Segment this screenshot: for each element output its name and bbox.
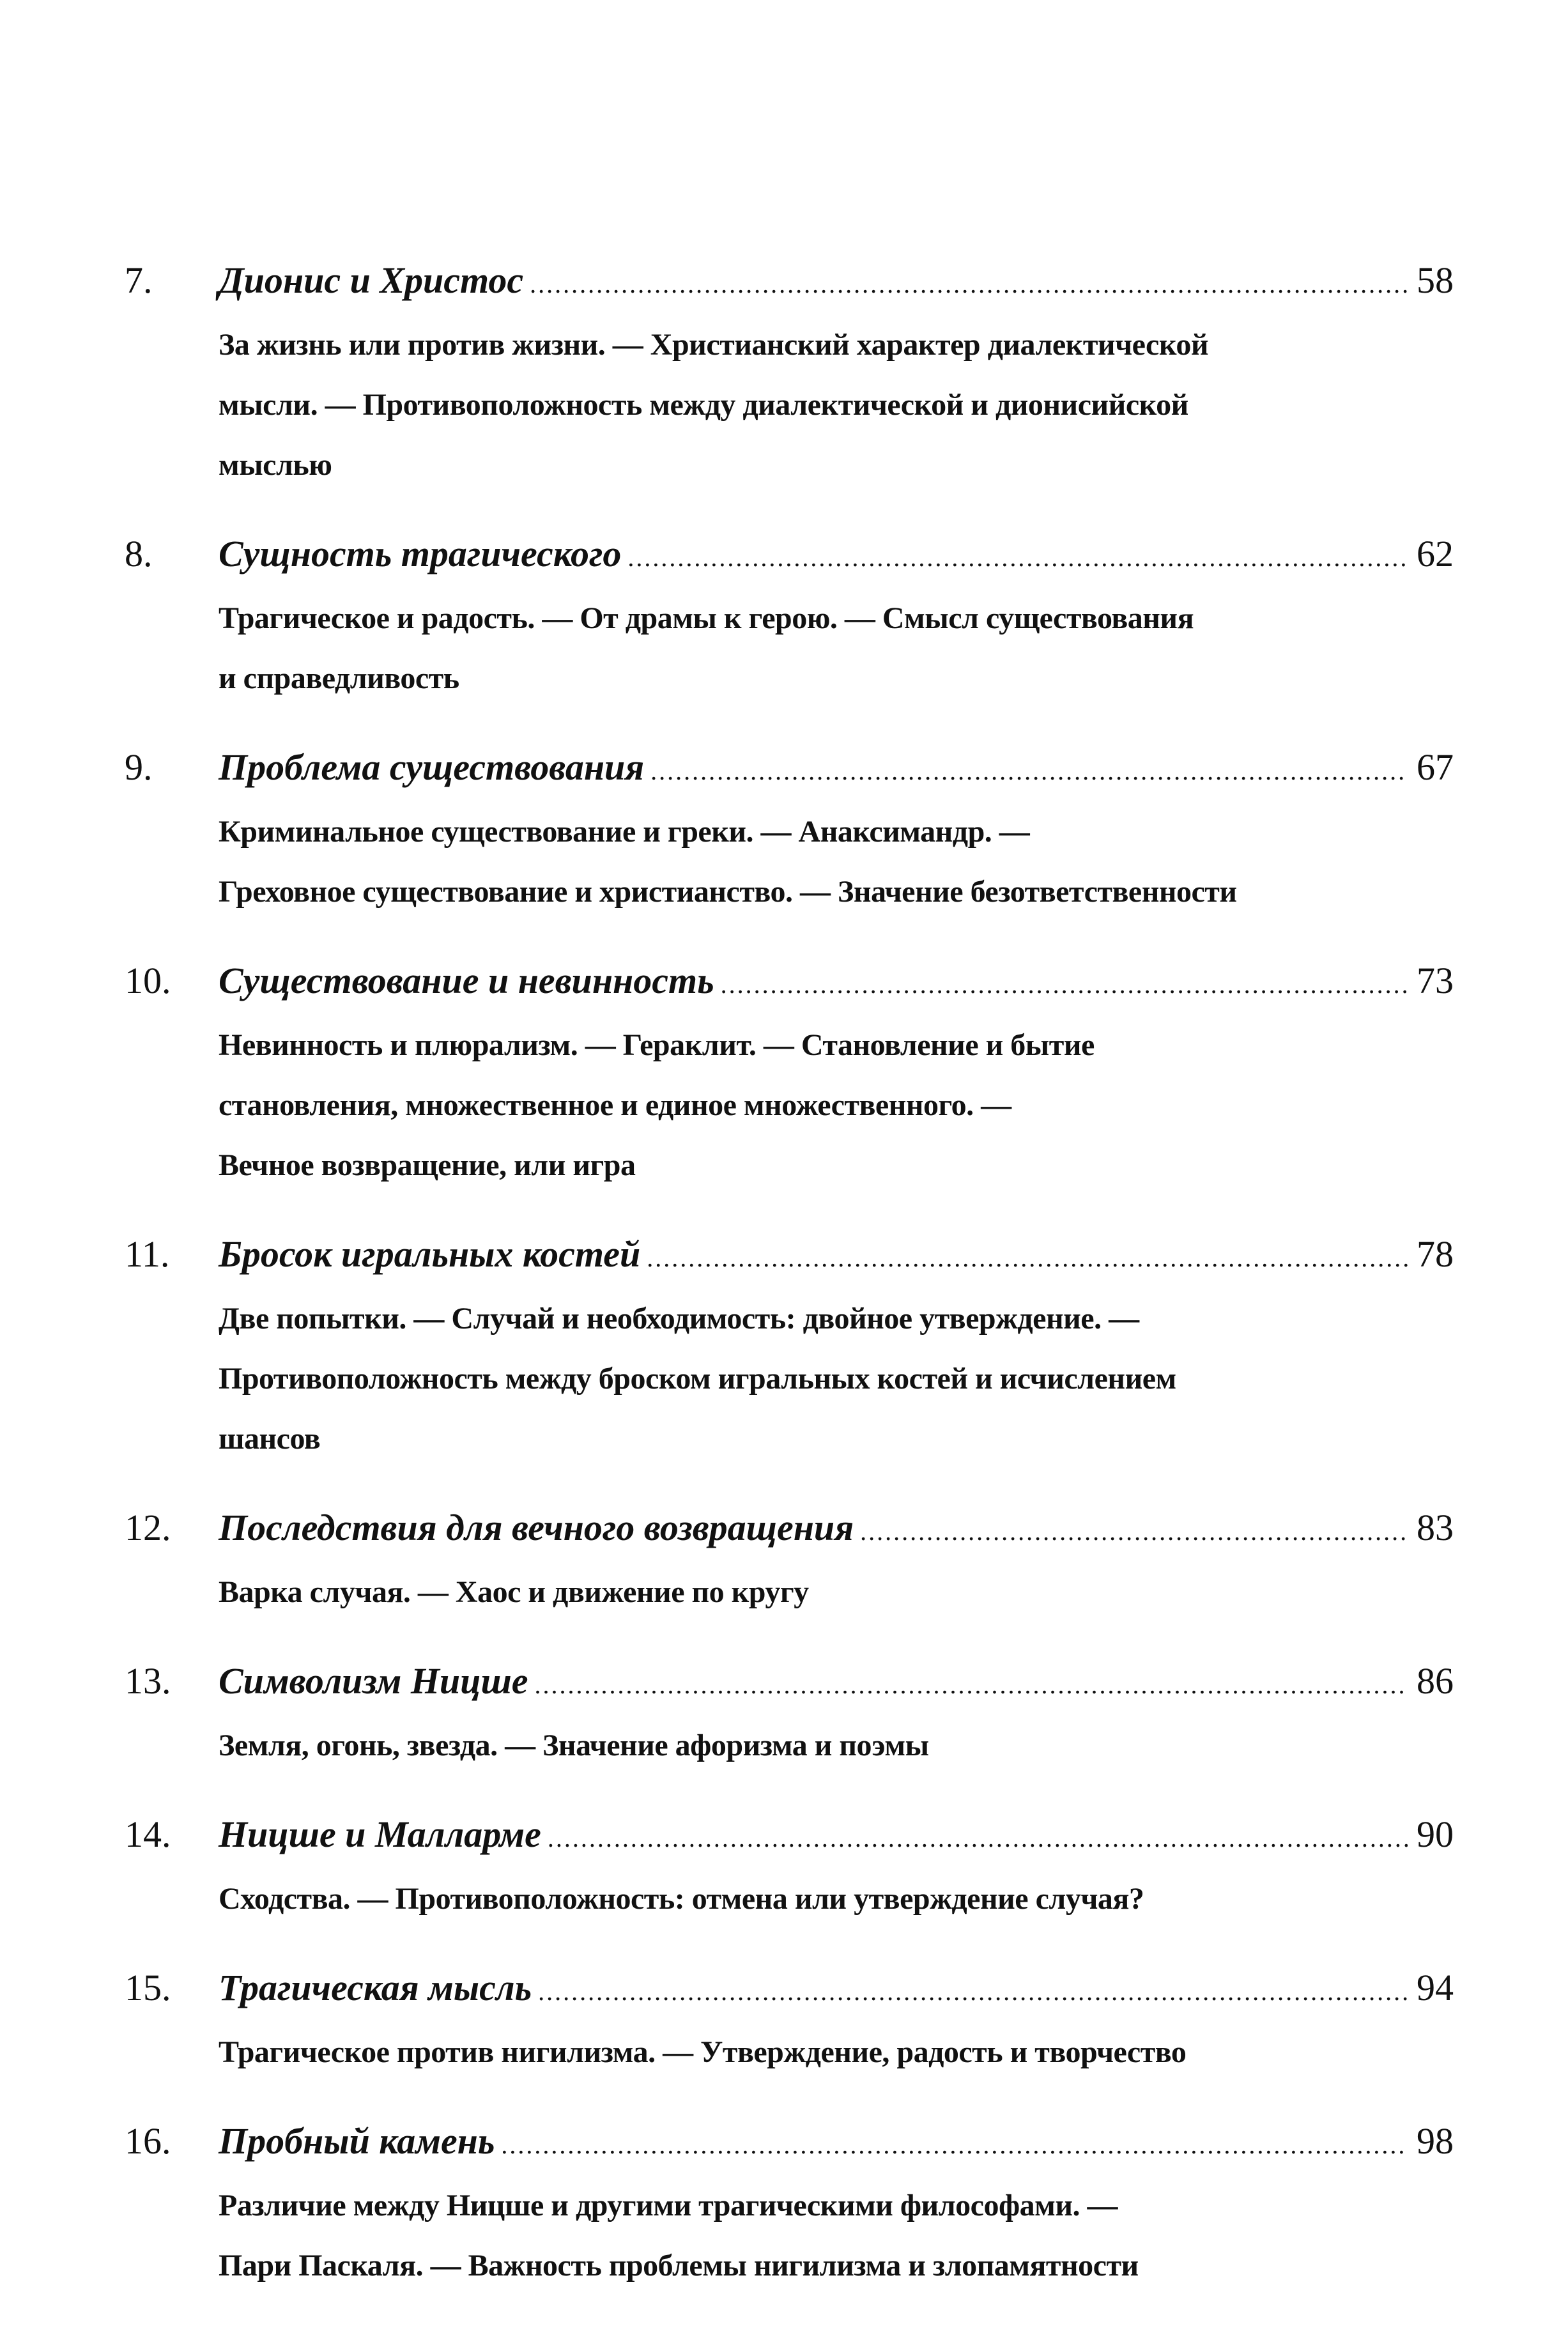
table-of-contents — [125, 259, 1454, 2333]
chapter-title: Ницше и Малларме — [219, 1813, 541, 1855]
chapter-number: 9. — [125, 746, 153, 788]
chapter-summary — [219, 802, 1454, 922]
summary-line: Сходства. — Противоположность: отмена или утверждение случая? — [219, 1882, 1144, 1916]
toc-entry — [125, 746, 1454, 922]
dot-leader — [548, 1826, 1408, 1851]
toc-entry — [125, 1813, 1454, 1929]
dot-leader — [627, 545, 1408, 571]
summary-line: Земля, огонь, звезда. — Значение афоризма и поэмы — [219, 1729, 929, 1762]
summary-line: Невинность и плюрализм. — Гераклит. — Становление и бытие — [219, 1028, 1095, 1062]
dot-leader — [535, 1672, 1408, 1698]
summary-line: мысли. — Противоположность между диалектической и дионисийской — [219, 388, 1188, 422]
page-number: 58 — [1417, 259, 1454, 301]
chapter-title: Сущность трагического — [219, 533, 622, 574]
chapter-number: 7. — [125, 259, 153, 301]
summary-line: Трагическое против нигилизма. — Утверждение, радость и творчество — [219, 2035, 1187, 2069]
chapter-summary — [219, 2176, 1454, 2296]
chapter-title: Последствия для вечного возвращения — [219, 1507, 854, 1548]
chapter-title: Символизм Ницше — [219, 1660, 528, 1702]
dot-leader — [538, 1979, 1408, 2005]
toc-entry — [125, 259, 1454, 495]
summary-line: Криминальное существование и греки. — Анаксимандр. — — [219, 815, 1030, 849]
dot-leader — [860, 1519, 1408, 1544]
chapter-summary — [219, 1015, 1454, 1196]
chapter-number: 8. — [125, 533, 153, 574]
summary-line: Греховное существование и христианство. — Значение безответственности — [219, 875, 1237, 909]
summary-line: шансов — [219, 1422, 321, 1456]
chapter-number: 14. — [125, 1813, 171, 1855]
toc-entry — [125, 1966, 1454, 2083]
chapter-number: 10. — [125, 960, 171, 1001]
dot-leader — [530, 272, 1408, 297]
summary-line: Различие между Ницше и другими трагическими философами. — — [219, 2189, 1118, 2222]
toc-entry — [125, 959, 1454, 1196]
toc-entry — [125, 1233, 1454, 1469]
toc-entry-heading — [125, 259, 1454, 315]
toc-entry-heading — [125, 532, 1454, 589]
chapter-title: Пробный камень — [219, 2120, 495, 2162]
toc-entry-heading — [125, 1966, 1454, 2022]
summary-line: Вечное возвращение, или игра — [219, 1148, 636, 1182]
toc-entry-heading — [125, 959, 1454, 1015]
chapter-summary — [219, 315, 1454, 495]
chapter-title: Трагическая мысль — [219, 1967, 532, 2008]
toc-entry — [125, 2120, 1454, 2296]
page-number: 98 — [1417, 2120, 1454, 2162]
summary-line: Варка случая. — Хаос и движение по кругу — [219, 1575, 809, 1609]
chapter-summary — [219, 589, 1454, 709]
summary-line: Противоположность между броском игральных костей и исчислением — [219, 1362, 1176, 1396]
chapter-number: 12. — [125, 1507, 171, 1548]
page-number: 78 — [1417, 1233, 1454, 1275]
toc-entry-heading — [125, 1659, 1454, 1716]
chapter-number: 11. — [125, 1233, 170, 1275]
page-number: 73 — [1417, 960, 1454, 1001]
summary-line: Две попытки. — Случай и необходимость: двойное утверждение. — — [219, 1302, 1139, 1336]
summary-line: За жизнь или против жизни. — Христианский характер диалектической — [219, 328, 1209, 362]
chapter-summary — [219, 1716, 1454, 1776]
page-number: 94 — [1417, 1967, 1454, 2008]
summary-line: становления, множественное и единое множественного. — — [219, 1088, 1011, 1122]
toc-entry-heading — [125, 1233, 1454, 1289]
summary-line: мыслью — [219, 448, 332, 482]
chapter-title: Проблема существования — [219, 746, 645, 788]
chapter-title: Существование и невинность — [219, 960, 714, 1001]
summary-line: и справедливость — [219, 661, 459, 695]
toc-entry-heading — [125, 2120, 1454, 2176]
toc-entry-heading — [125, 1813, 1454, 1869]
dot-leader — [721, 972, 1408, 997]
toc-entry — [125, 1506, 1454, 1622]
page-number: 62 — [1417, 533, 1454, 574]
chapter-number: 16. — [125, 2120, 171, 2162]
page-number: 90 — [1417, 1813, 1454, 1855]
summary-line: Трагическое и радость. — От драмы к герою. — Смысл существования — [219, 601, 1194, 635]
page-number: 67 — [1417, 746, 1454, 788]
page-number: 86 — [1417, 1660, 1454, 1702]
toc-entry — [125, 532, 1454, 709]
toc-entry-heading — [125, 746, 1454, 802]
toc-entry-heading — [125, 1506, 1454, 1562]
chapter-summary — [219, 1869, 1454, 1929]
chapter-summary — [219, 1562, 1454, 1622]
summary-line: Пари Паскаля. — Важность проблемы нигилизма и злопамятности — [219, 2249, 1139, 2283]
chapter-number: 13. — [125, 1660, 171, 1702]
page-number: 83 — [1417, 1507, 1454, 1548]
dot-leader — [647, 1245, 1408, 1271]
chapter-summary — [219, 2022, 1454, 2083]
dot-leader — [650, 758, 1408, 784]
toc-entry — [125, 1659, 1454, 1776]
chapter-summary — [219, 1289, 1454, 1469]
chapter-title: Бросок игральных костей — [219, 1233, 641, 1275]
chapter-number: 15. — [125, 1967, 171, 2008]
chapter-title: Дионис и Христос — [219, 259, 524, 301]
dot-leader — [501, 2132, 1408, 2158]
